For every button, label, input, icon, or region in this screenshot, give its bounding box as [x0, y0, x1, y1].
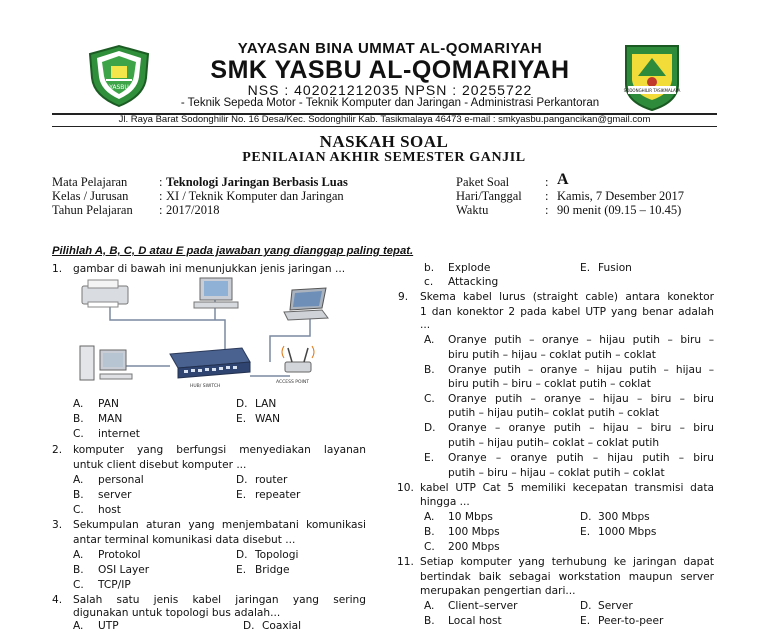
- q9-option-a-line-2[interactable]: biru putih – hijau – coklat putih – coklat: [448, 349, 656, 361]
- meta-key: Kelas / Jurusan: [52, 189, 129, 203]
- option-letter: B.: [424, 364, 435, 376]
- q9-option-d-line-2[interactable]: putih – hijau putih– coklat – coklat putih: [448, 437, 660, 449]
- meta-value: 2017/2018: [166, 203, 220, 217]
- school-programs: - Teknik Sepeda Motor - Teknik Komputer dan Jaringan - Administrasi Perkantoran: [180, 97, 600, 109]
- q3-option-e[interactable]: Bridge: [255, 564, 290, 576]
- question-4-line-2: digunakan untuk topologi bus adalah...: [73, 607, 281, 619]
- option-letter: E.: [580, 526, 591, 538]
- question-2-number: 2.: [52, 444, 63, 456]
- question-9-line-2: 1 dan konektor 2 pada kabel UTP yang benar adalah: [420, 306, 714, 318]
- q2-option-a[interactable]: personal: [98, 474, 144, 486]
- q9-option-d-line-1[interactable]: Oranye – oranye putih – hijau – biru – biru: [448, 422, 714, 434]
- meta-key: Hari/Tanggal: [456, 189, 522, 203]
- q8-option-c[interactable]: Attacking: [448, 276, 499, 288]
- q1-option-a[interactable]: PAN: [98, 398, 119, 410]
- option-letter: E.: [236, 489, 247, 501]
- q2-option-c[interactable]: host: [98, 504, 121, 516]
- meta-colon: :: [545, 189, 549, 203]
- question-3-line-1: Sekumpulan aturan yang menjembatani komunikasi: [73, 519, 366, 531]
- option-letter: A.: [73, 549, 84, 561]
- option-letter: E.: [580, 615, 591, 627]
- option-letter: D.: [243, 620, 255, 630]
- question-1-text: gambar di bawah ini menunjukkan jenis jaringan ...: [73, 263, 346, 275]
- meta-row-date: [456, 190, 736, 203]
- meta-row-subject: [52, 176, 412, 189]
- question-4-number: 4.: [52, 594, 63, 606]
- meta-left: [52, 176, 412, 218]
- meta-colon: :: [159, 189, 163, 203]
- option-letter: E.: [236, 413, 247, 425]
- meta-row-time: [456, 204, 736, 217]
- switch-label: HUB/ SWITCH: [190, 384, 221, 389]
- q11-option-d[interactable]: Server: [598, 600, 633, 612]
- option-letter: C.: [73, 428, 84, 440]
- question-11-line-1: Setiap komputer yang terhubung ke jaringan dapat: [420, 556, 714, 568]
- q1-option-e[interactable]: WAN: [255, 413, 281, 425]
- q9-option-a-line-1[interactable]: Oranye putih – oranye – hijau putih – biru –: [448, 334, 714, 346]
- meta-key: Tahun Pelajaran: [52, 203, 133, 217]
- q3-option-c[interactable]: TCP/IP: [98, 579, 131, 591]
- question-9-line-1: Skema kabel lurus (straight cable) antara konektor: [420, 291, 714, 303]
- option-letter: C.: [73, 579, 84, 591]
- q1-option-b[interactable]: MAN: [98, 413, 123, 425]
- meta-row-year: [52, 204, 412, 217]
- question-3-number: 3.: [52, 519, 63, 531]
- document-subtitle: PENILAIAN AKHIR SEMESTER GANJIL: [242, 150, 526, 165]
- q9-option-b-line-2[interactable]: biru putih – biru – coklat putih – coklat: [448, 378, 651, 390]
- q1-option-c[interactable]: internet: [98, 428, 140, 440]
- option-letter: A.: [73, 474, 84, 486]
- meta-colon: :: [545, 175, 549, 189]
- meta-key: Mata Pelajaran: [52, 175, 128, 189]
- logo-right-text: SODONGHILIR TASIKMALAYA: [623, 88, 681, 93]
- meta-colon: :: [159, 203, 163, 217]
- q11-option-a[interactable]: Client–server: [448, 600, 518, 612]
- question-9-number: 9.: [398, 291, 409, 303]
- q8-option-b[interactable]: Explode: [448, 262, 491, 274]
- option-letter: C.: [424, 541, 435, 553]
- meta-key: Waktu: [456, 203, 489, 217]
- printer-icon: [82, 280, 128, 307]
- q2-option-b[interactable]: server: [98, 489, 132, 501]
- tower-pc-icon: [80, 346, 132, 380]
- option-letter: D.: [424, 422, 436, 434]
- q3-option-b[interactable]: OSI Layer: [98, 564, 150, 576]
- school-name: SMK YASBU AL-QOMARIYAH: [210, 56, 570, 84]
- meta-value: A: [557, 171, 569, 188]
- option-letter: E.: [580, 262, 591, 274]
- meta-value: Teknologi Jaringan Berbasis Luas: [166, 175, 348, 189]
- meta-value: Kamis, 7 Desember 2017: [557, 189, 685, 203]
- q9-option-c-line-2[interactable]: putih – hijau putih– coklat putih – coklat: [448, 407, 660, 419]
- q4-option-d[interactable]: Coaxial: [262, 620, 302, 630]
- option-letter: B.: [73, 564, 84, 576]
- q9-option-e-line-2[interactable]: putih – biru – hijau – coklat putih – coklat: [448, 467, 665, 479]
- q11-option-b[interactable]: Local host: [448, 615, 502, 627]
- option-letter: E.: [424, 452, 435, 464]
- option-letter: D.: [236, 549, 248, 561]
- school-ids: NSS : 402021212035 NPSN : 20255722: [247, 82, 533, 98]
- option-letter: b.: [424, 262, 435, 274]
- switch-icon: [170, 348, 250, 378]
- question-10-line-1: kabel UTP Cat 5 memiliki kecepatan transmisi data: [420, 482, 714, 494]
- option-letter: A.: [424, 511, 435, 523]
- option-letter: c.: [424, 276, 434, 288]
- logo-left-text: YASBU: [109, 84, 129, 91]
- q2-option-e[interactable]: repeater: [255, 489, 301, 501]
- meta-right: [456, 171, 736, 218]
- option-letter: A.: [73, 398, 84, 410]
- q3-option-d[interactable]: Topologi: [255, 549, 299, 561]
- question-11-line-3: merupakan pengertian dari...: [420, 585, 576, 597]
- option-letter: D.: [236, 474, 248, 486]
- option-letter: D.: [580, 600, 592, 612]
- header-rule-thin: [52, 126, 717, 127]
- access-point-icon: [282, 346, 314, 372]
- question-1-number: 1.: [52, 263, 63, 275]
- q9-option-c-line-1[interactable]: Oranye putih – oranye – hijau – biru – biru: [448, 393, 714, 405]
- q10-option-b[interactable]: 100 Mbps: [448, 526, 500, 538]
- option-letter: D.: [236, 398, 248, 410]
- question-10-line-2: hingga ...: [420, 496, 470, 508]
- option-letter: C.: [424, 393, 435, 405]
- question-2-line-2: untuk client disebut komputer ...: [73, 459, 247, 471]
- question-9-line-3: ...: [420, 319, 431, 331]
- meta-row-class: [52, 190, 412, 203]
- desktop-computer-icon: [194, 278, 238, 308]
- q3-option-a[interactable]: Protokol: [98, 549, 141, 561]
- question-10-number: 10.: [397, 482, 414, 494]
- option-letter: A.: [424, 334, 435, 346]
- option-letter: B.: [73, 489, 84, 501]
- regency-logo-right: [622, 40, 682, 112]
- school-logo-left: [84, 44, 154, 108]
- question-4-line-1: Salah satu jenis kabel jaringan yang sering: [73, 594, 366, 606]
- school-address: Jl. Raya Barat Sodonghilir No. 16 Desa/Kec. Sodonghilir Kab. Tasikmalaya 46473 e-mail : smkyasbu.pangancikan@gmail.com: [118, 114, 651, 125]
- option-letter: C.: [73, 504, 84, 516]
- q1-option-d[interactable]: LAN: [255, 398, 277, 410]
- document-title: NASKAH SOAL: [319, 132, 449, 151]
- meta-row-package: [456, 171, 736, 189]
- foundation-name: YAYASAN BINA UMMAT AL-QOMARIYAH: [237, 40, 543, 57]
- option-letter: D.: [580, 511, 592, 523]
- option-letter: B.: [73, 413, 84, 425]
- laptop-icon: [284, 288, 328, 320]
- meta-colon: :: [545, 203, 549, 217]
- option-letter: A.: [424, 600, 435, 612]
- q8-option-e[interactable]: Fusion: [598, 262, 632, 274]
- q9-option-b-line-1[interactable]: Oranye putih – oranye – hijau putih – hijau –: [448, 364, 714, 376]
- meta-colon: :: [159, 175, 163, 189]
- option-letter: E.: [236, 564, 247, 576]
- q2-option-d[interactable]: router: [255, 474, 288, 486]
- q10-option-e[interactable]: 1000 Mbps: [598, 526, 657, 538]
- question-11-line-2: bertindak baik sebagai workstation maupun server: [420, 571, 714, 583]
- meta-value: 90 menit (09.15 – 10.45): [557, 203, 682, 217]
- q10-option-a[interactable]: 10 Mbps: [448, 511, 493, 523]
- q11-option-e[interactable]: Peer-to-peer: [598, 615, 664, 627]
- question-2-line-1: komputer yang berfungsi menyediakan layanan: [73, 444, 366, 456]
- meta-key: Paket Soal: [456, 175, 510, 189]
- meta-value: XI / Teknik Komputer dan Jaringan: [166, 189, 344, 203]
- option-letter: B.: [424, 526, 435, 538]
- option-letter: A.: [73, 620, 84, 630]
- q9-option-e-line-1[interactable]: Oranye – oranye putih – hijau putih – biru: [448, 452, 714, 464]
- option-letter: B.: [424, 615, 435, 627]
- question-11-number: 11.: [397, 556, 414, 568]
- question-3-line-2: antar terminal komunikasi data disebut ...: [73, 534, 296, 546]
- instruction: Pilihlah A, B, C, D atau E pada jawaban yang dianggap paling tepat.: [52, 245, 414, 257]
- q10-option-c[interactable]: 200 Mbps: [448, 541, 500, 553]
- network-diagram: [70, 276, 340, 390]
- access-point-label: ACCESS POINT: [276, 380, 309, 385]
- q4-option-a[interactable]: UTP: [98, 620, 119, 630]
- q10-option-d[interactable]: 300 Mbps: [598, 511, 650, 523]
